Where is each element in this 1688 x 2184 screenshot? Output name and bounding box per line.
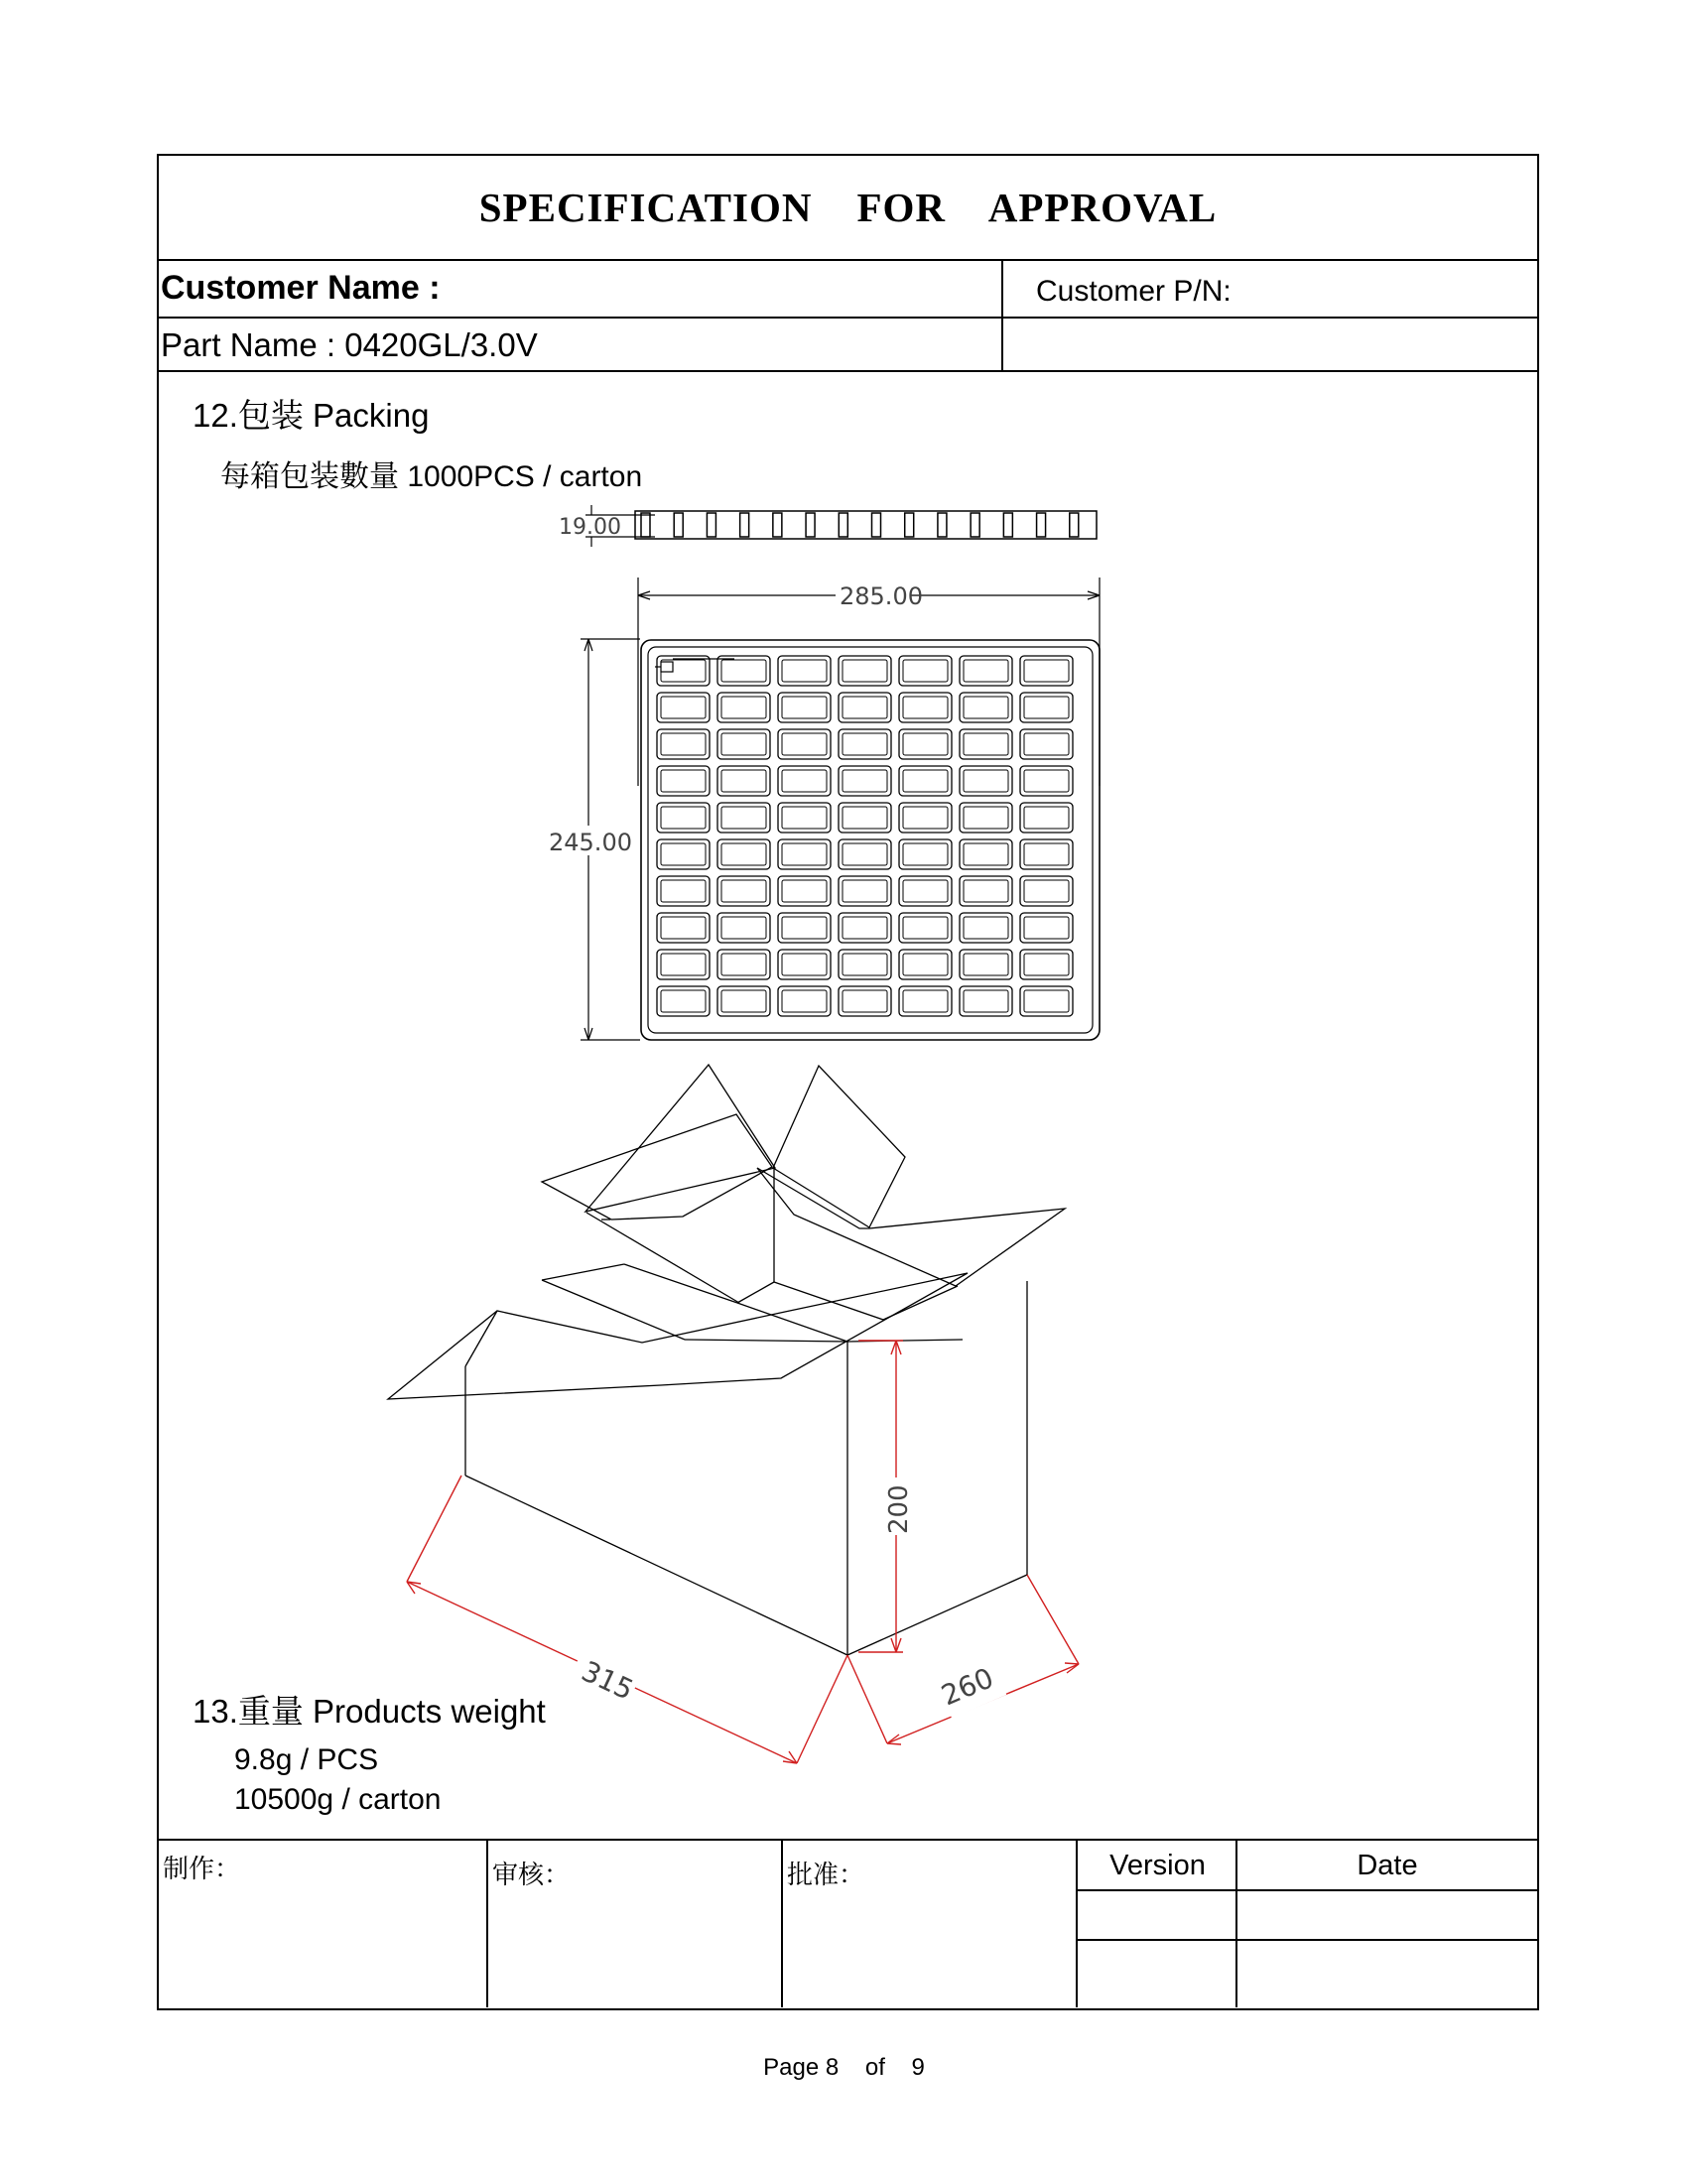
carton-height-label: 200 (884, 1484, 914, 1534)
tray-side-slot (674, 513, 683, 537)
tray-cell-pocket (721, 954, 766, 975)
tray-cell-pocket (843, 843, 887, 865)
customer-row (159, 261, 1537, 319)
footer-row-line (1076, 1889, 1537, 1891)
approved-cell (781, 1841, 1076, 2007)
tray-side-slot (707, 513, 715, 537)
tray-cell-pocket (782, 733, 827, 755)
tray-cell-pocket (843, 660, 887, 682)
tray-cell-pocket (903, 917, 948, 939)
tray-cell-pocket (1024, 660, 1069, 682)
tray-cell-pocket (964, 954, 1008, 975)
tray-cell-pocket (964, 733, 1008, 755)
tray-cell-pocket (903, 954, 948, 975)
tray-cell-pocket (782, 990, 827, 1012)
tray-cell-pocket (903, 660, 948, 682)
tray-cell-pocket (903, 770, 948, 792)
part-name: Part Name : 0420GL/3.0V (161, 326, 538, 363)
tray-side-view (159, 503, 1541, 563)
tray-cell-pocket (964, 697, 1008, 718)
tray-cell-pocket (903, 990, 948, 1012)
made-by-label: 制作： (163, 1855, 241, 1884)
tray-cell-pocket (1024, 733, 1069, 755)
tray-side-slot (641, 513, 650, 537)
tray-cell-pocket (721, 660, 766, 682)
tray-cell-pocket (964, 917, 1008, 939)
tray-side-slot (971, 513, 979, 537)
tray-cell-pocket (782, 770, 827, 792)
made-by-cell (159, 1841, 486, 2007)
tray-cell-pocket (1024, 917, 1069, 939)
tray-orientation-mark (655, 659, 734, 672)
tray-side-slot (740, 513, 749, 537)
tray-cell-pocket (964, 880, 1008, 902)
tray-cell-pocket (721, 880, 766, 902)
page-number: Page 8 of 9 (763, 2054, 925, 2081)
tray-cell-pocket (964, 660, 1008, 682)
column-divider (1001, 261, 1003, 317)
tray-cell-pocket (964, 807, 1008, 829)
date-column (1235, 1841, 1537, 2007)
tray-cell-pocket (661, 990, 706, 1012)
tray-cell-pocket (721, 697, 766, 718)
tray-cell-pocket (721, 843, 766, 865)
tray-side-slot (1070, 513, 1079, 537)
tray-cell-pocket (661, 954, 706, 975)
tray-side-slot (806, 513, 815, 537)
tray-cell-pocket (661, 843, 706, 865)
carton-diagram (159, 1049, 1541, 1793)
tray-cell-pocket (1024, 990, 1069, 1012)
version-label: Version (1109, 1849, 1206, 1881)
tray-cell-pocket (1024, 880, 1069, 902)
tray-cell-pocket (1024, 843, 1069, 865)
tray-cell-pocket (843, 733, 887, 755)
tray-cell-pocket (721, 917, 766, 939)
document-title: SPECIFICATION FOR APPROVAL (159, 156, 1537, 261)
tray-cell-pocket (661, 880, 706, 902)
customer-pn-label: Customer P/N: (1036, 275, 1232, 308)
tray-cell-pocket (661, 770, 706, 792)
customer-name-label: Customer Name : (161, 269, 441, 307)
approval-footer (159, 1839, 1537, 2007)
footer-row-line (1076, 1939, 1537, 1941)
tray-cell-pocket (661, 733, 706, 755)
tray-cell-pocket (782, 807, 827, 829)
tray-cell-pocket (721, 807, 766, 829)
tray-cell-pocket (721, 770, 766, 792)
tray-cell-pocket (964, 990, 1008, 1012)
tray-cell-pocket (843, 770, 887, 792)
tray-cell-grid (657, 656, 1073, 1016)
tray-cell-pocket (782, 697, 827, 718)
tray-cell-pocket (782, 843, 827, 865)
tray-cell-pocket (782, 954, 827, 975)
tray-cell-pocket (661, 697, 706, 718)
packing-heading: 12.包装 Packing (193, 397, 430, 434)
tray-side-slot (938, 513, 947, 537)
tray-cell-pocket (903, 880, 948, 902)
tray-cell-pocket (964, 770, 1008, 792)
weight-heading: 13.重量 Products weight (193, 1693, 546, 1730)
tray-cell-pocket (782, 660, 827, 682)
tray-cell-pocket (964, 843, 1008, 865)
tray-height-label: 245.00 (549, 829, 632, 856)
tray-cell-pocket (1024, 697, 1069, 718)
tray-cell-pocket (721, 990, 766, 1012)
tray-side-slot (872, 513, 881, 537)
tray-side-slot (1003, 513, 1012, 537)
tray-side-slot (839, 513, 847, 537)
tray-side-slot (1037, 513, 1046, 537)
tray-cell-pocket (903, 733, 948, 755)
tray-cell-pocket (903, 697, 948, 718)
tray-side-slot (905, 513, 914, 537)
approved-label: 批准： (787, 1861, 865, 1890)
reviewed-label: 审核： (492, 1861, 571, 1890)
carton-length-label: 315 (577, 1654, 639, 1707)
part-name-row (159, 319, 1537, 372)
tray-cell-pocket (843, 807, 887, 829)
tray-thickness-label: 19.00 (559, 515, 621, 540)
date-label: Date (1357, 1849, 1418, 1881)
tray-cell-pocket (843, 880, 887, 902)
tray-cell-pocket (1024, 954, 1069, 975)
tray-width-label: 285.00 (840, 582, 923, 610)
weight-per-carton: 10500g / carton (234, 1783, 442, 1816)
tray-cell-pocket (661, 660, 706, 682)
tray-cell-pocket (661, 807, 706, 829)
tray-cell-pocket (782, 917, 827, 939)
column-divider (1001, 319, 1003, 370)
tray-cell-pocket (782, 880, 827, 902)
carton-box-outline (388, 1065, 1065, 1655)
carton-width-label: 260 (936, 1661, 998, 1713)
tray-cell-pocket (721, 733, 766, 755)
tray-side-slot (773, 513, 782, 537)
tray-cell-pocket (843, 697, 887, 718)
tray-cell-pocket (843, 954, 887, 975)
tray-cell-pocket (1024, 807, 1069, 829)
tray-cell-pocket (1024, 770, 1069, 792)
tray-cell-pocket (843, 990, 887, 1012)
tray-cell-pocket (843, 917, 887, 939)
tray-cell-pocket (903, 807, 948, 829)
reviewed-cell (486, 1841, 781, 2007)
tray-cell-pocket (661, 917, 706, 939)
version-column (1076, 1841, 1235, 2007)
tray-cell-pocket (903, 843, 948, 865)
weight-per-piece: 9.8g / PCS (234, 1743, 379, 1776)
packing-quantity: 每箱包装數量 1000PCS / carton (220, 460, 643, 493)
spec-sheet-frame (157, 154, 1539, 2010)
